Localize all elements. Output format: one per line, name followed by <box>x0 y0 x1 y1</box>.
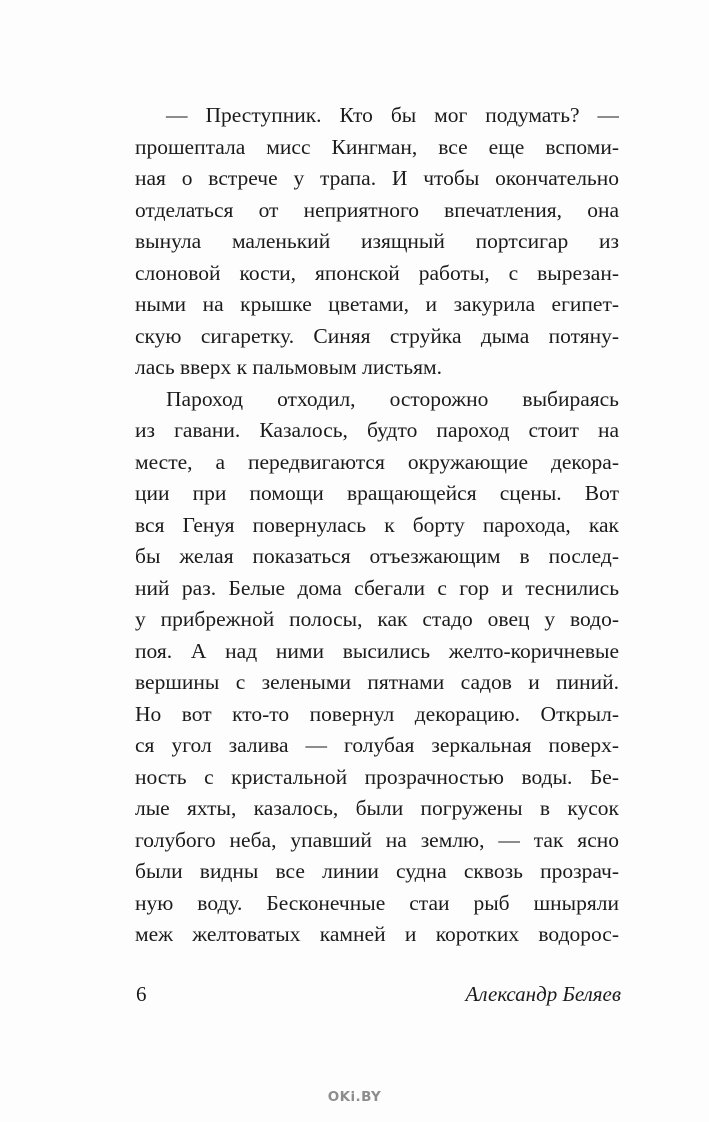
text-line: — Преступник. Кто бы мог подумать? — <box>166 103 619 127</box>
text-line: ными на крышке цветами, и закурила египет- <box>135 292 619 316</box>
text-line: меж желтоватых камней и коротких водорос- <box>135 922 619 946</box>
text-line: лась вверх к пальмовым листьям. <box>135 355 442 379</box>
watermark: OKi.BY <box>327 1089 382 1105</box>
running-author: Александр Беляев <box>465 982 621 1006</box>
text-line: ность с кристальной прозрачностью воды. Бе- <box>135 764 619 789</box>
text-line: бы желая показаться отъезжающим в послед- <box>135 544 619 568</box>
text-line: ная о встрече у трапа. И чтобы окончательно <box>135 166 619 190</box>
page-footer <box>136 979 621 1009</box>
text-line: были видны все линии судна сквозь прозрач- <box>135 859 619 883</box>
text-line: вся Генуя повернулась к борту парохода, как <box>135 512 619 537</box>
text-line: ную воду. Бесконечные стаи рыб шныряли <box>135 890 619 915</box>
paragraph <box>135 384 619 951</box>
text-line: отделаться от неприятного впечатления, она <box>135 197 619 222</box>
text-line: у прибрежной полосы, как стадо овец у водо- <box>135 607 619 631</box>
text-line: из гавани. Казалось, будто пароход стоит на <box>135 418 619 442</box>
page-number: 6 <box>136 982 147 1006</box>
text-line: месте, а передвигаются окружающие декора- <box>135 449 619 474</box>
text-line: прошептала мисс Кингман, все еще вспоми- <box>135 134 619 159</box>
text-line: вершины с зелеными пятнами садов и пиний. <box>135 670 619 694</box>
text-line: скую сигаретку. Синяя струйка дыма потяну- <box>135 323 619 348</box>
text-line: ции при помощи вращающейся сцены. Вот <box>135 481 619 505</box>
text-line: ний раз. Белые дома сбегали с гор и теснились <box>135 575 619 600</box>
text-line: Но вот кто-то повернул декорацию. Открыл- <box>135 701 619 726</box>
text-line: слоновой кости, японской работы, с вырезан- <box>135 260 619 285</box>
text-line: Пароход отходил, осторожно выбираясь <box>166 386 619 411</box>
text-line: лые яхты, казалось, были погружены в кусок <box>135 796 619 820</box>
text-line: голубого неба, упавший на землю, — так ясно <box>135 827 619 852</box>
paragraph <box>135 100 619 384</box>
page-text-block <box>135 100 619 951</box>
text-line: ся угол залива — голубая зеркальная поверх- <box>135 733 619 757</box>
text-line: вынула маленький изящный портсигар из <box>135 229 619 253</box>
text-line: поя. А над ними высились желто-коричневые <box>135 638 619 663</box>
